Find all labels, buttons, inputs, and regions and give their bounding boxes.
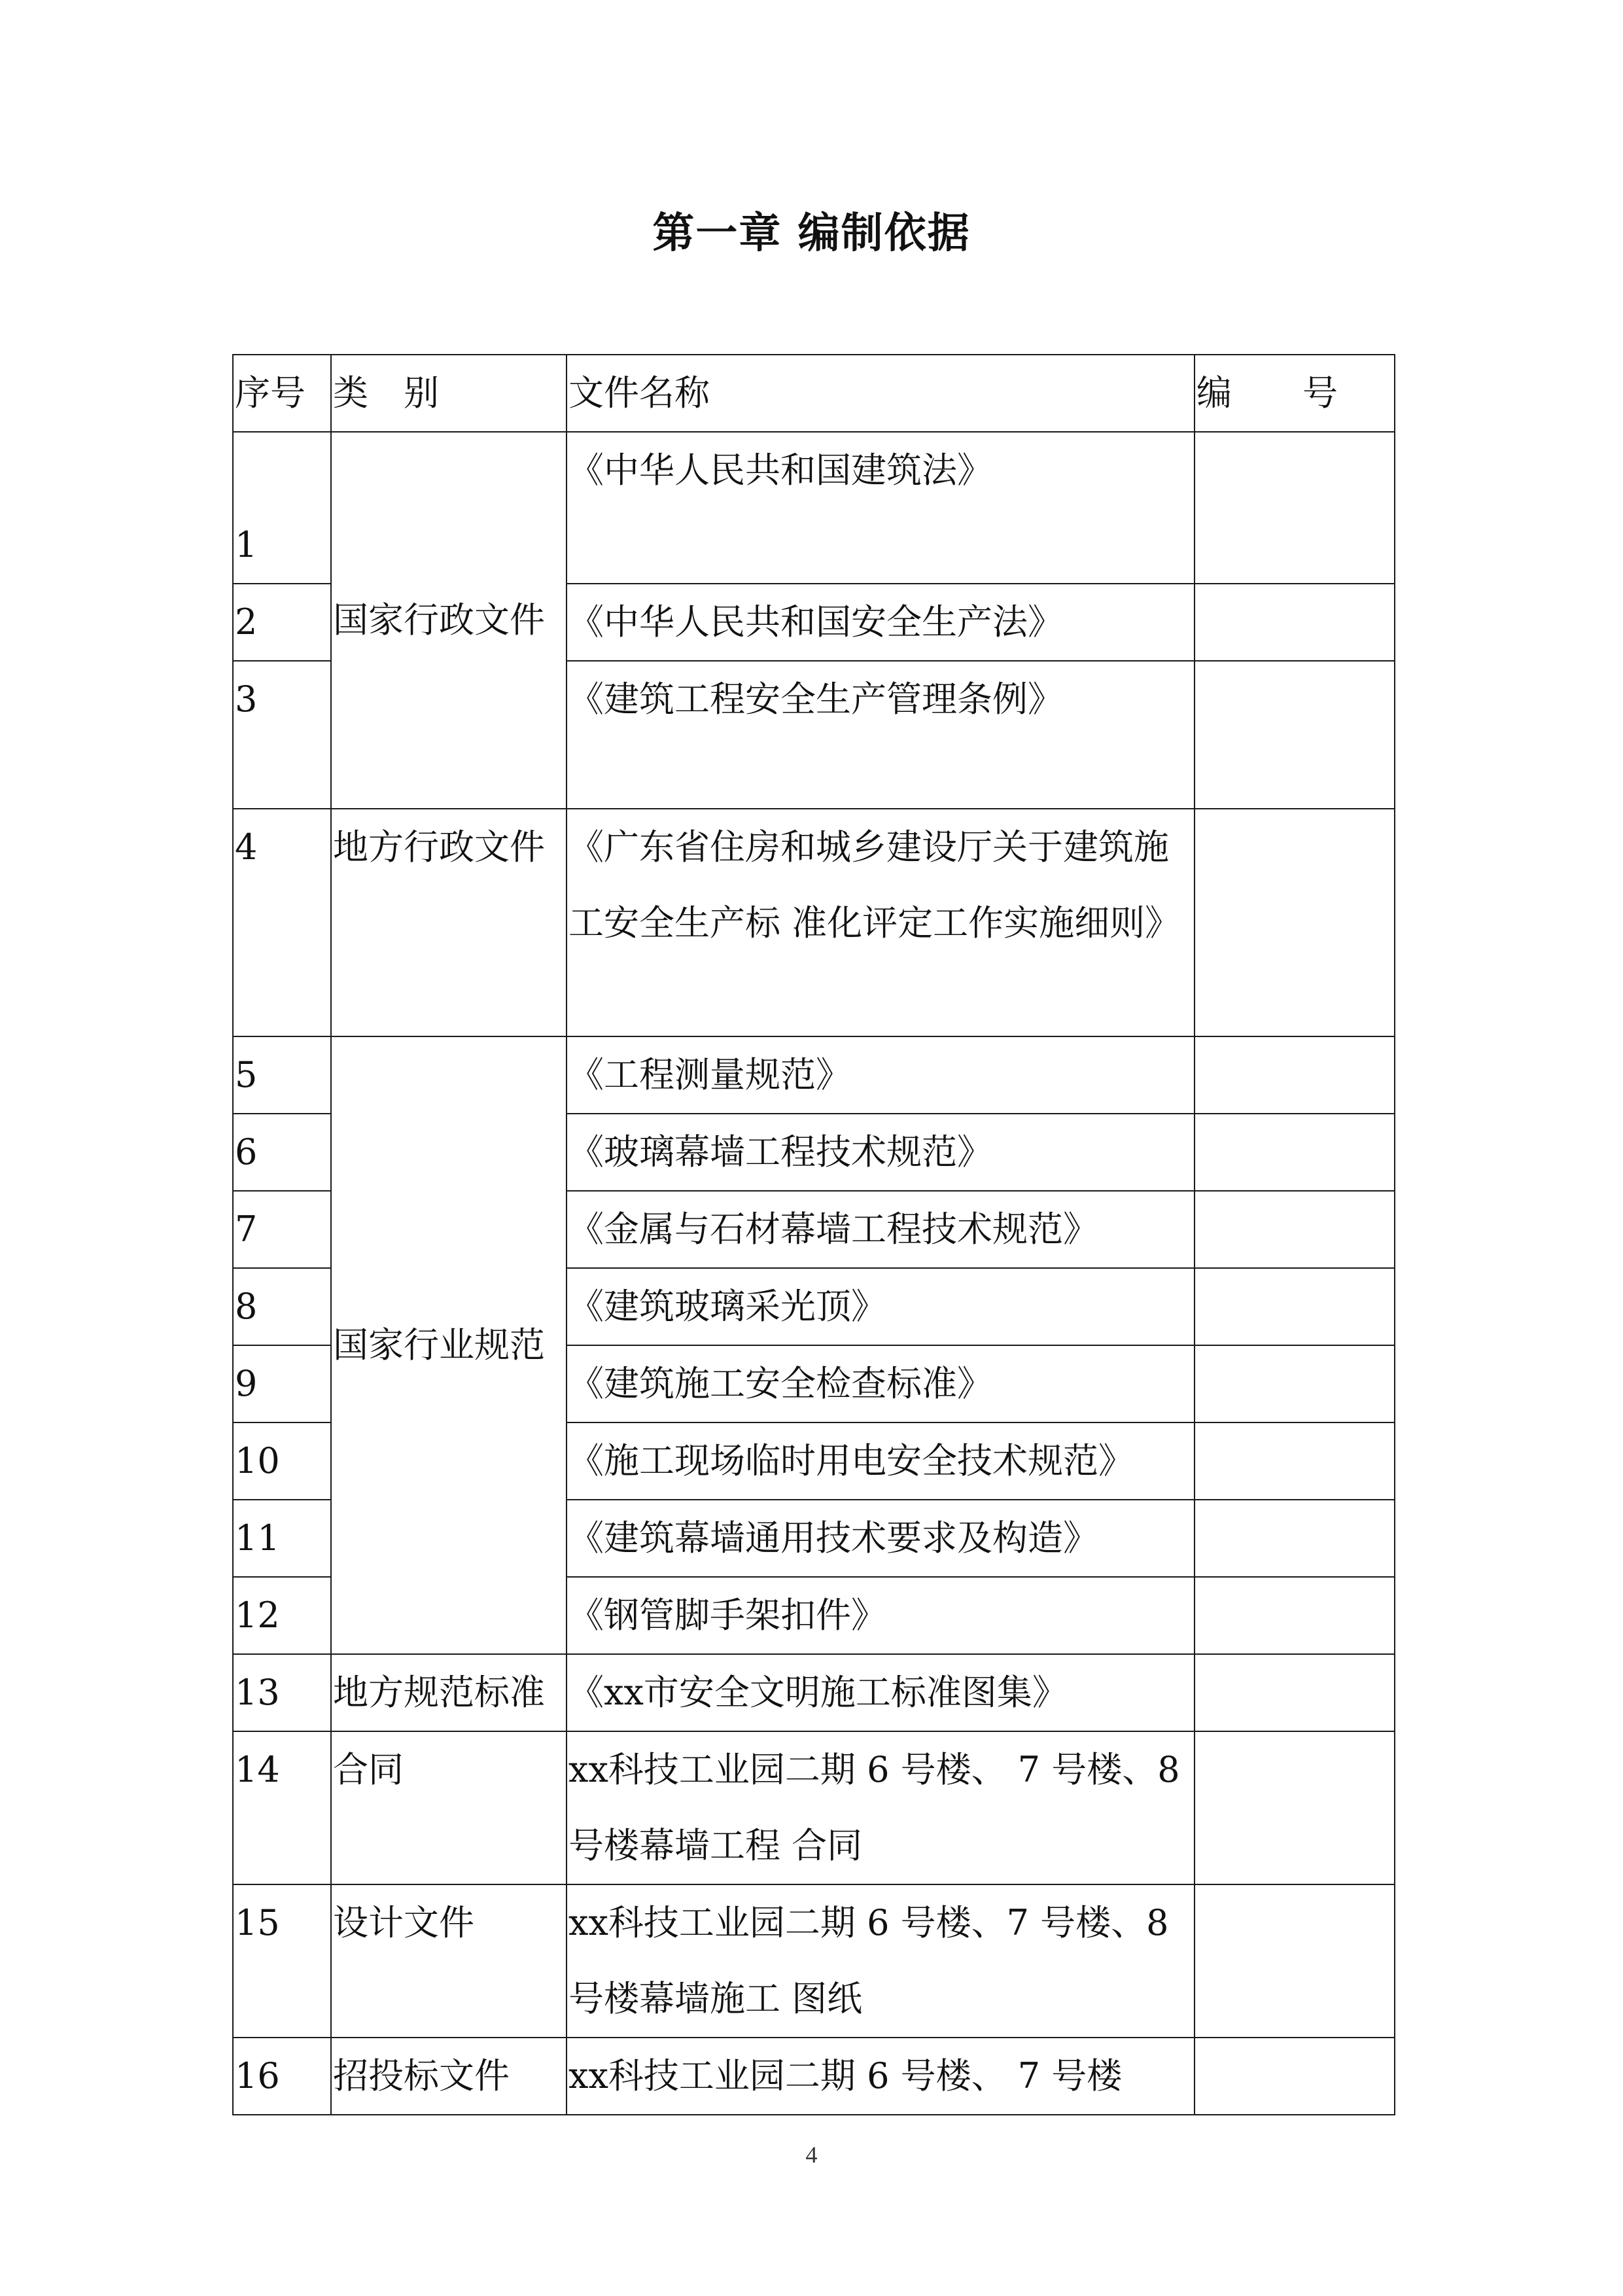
row-code — [1195, 1036, 1395, 1114]
table-row — [233, 1884, 1395, 2038]
header-name: 文件名称 — [567, 355, 1195, 432]
row-name: 《xx市安全文明施工标准图集》 — [567, 1654, 1195, 1731]
row-category: 地方规范标准 — [331, 1654, 567, 1731]
row-no: 10 — [233, 1422, 331, 1500]
row-no: 2 — [233, 584, 331, 661]
table-row — [233, 2038, 1395, 2115]
header-no: 序号 — [233, 355, 331, 432]
row-no: 3 — [233, 661, 331, 809]
row-code — [1195, 1577, 1395, 1654]
row-code — [1195, 1654, 1395, 1731]
row-code — [1195, 1422, 1395, 1500]
row-code — [1195, 1884, 1395, 2038]
row-code — [1195, 1268, 1395, 1345]
row-code — [1195, 2038, 1395, 2115]
row-no: 4 — [233, 809, 331, 1036]
row-category: 地方行政文件 — [331, 809, 567, 1036]
row-category: 合同 — [331, 1731, 567, 1884]
row-name: 《建筑玻璃采光顶》 — [567, 1268, 1195, 1345]
row-no: 5 — [233, 1036, 331, 1114]
row-no: 13 — [233, 1654, 331, 1731]
row-no: 6 — [233, 1114, 331, 1191]
row-code — [1195, 661, 1395, 809]
header-category: 类 别 — [331, 355, 567, 432]
table-header-row — [233, 355, 1395, 432]
row-name: xx科技工业园二期 6 号楼、 7 号楼 — [567, 2038, 1195, 2115]
row-name: 《钢管脚手架扣件》 — [567, 1577, 1195, 1654]
row-name: 《金属与石材幕墙工程技术规范》 — [567, 1191, 1195, 1268]
row-name: xx科技工业园二期 6 号楼、7 号楼、8 号楼幕墙施工 图纸 — [567, 1884, 1195, 2038]
row-code — [1195, 1345, 1395, 1422]
row-category: 招投标文件 — [331, 2038, 567, 2115]
row-code — [1195, 584, 1395, 661]
row-category: 设计文件 — [331, 1884, 567, 2038]
row-no: 11 — [233, 1500, 331, 1577]
row-name: 《施工现场临时用电安全技术规范》 — [567, 1422, 1195, 1500]
row-code — [1195, 1731, 1395, 1884]
table-row — [233, 1654, 1395, 1731]
row-no: 16 — [233, 2038, 331, 2115]
row-code — [1195, 1500, 1395, 1577]
row-code — [1195, 1114, 1395, 1191]
row-name: 《建筑幕墙通用技术要求及构造》 — [567, 1500, 1195, 1577]
row-no: 8 — [233, 1268, 331, 1345]
row-name: 《工程测量规范》 — [567, 1036, 1195, 1114]
row-name: 《建筑工程安全生产管理条例》 — [567, 661, 1195, 809]
row-name: 《玻璃幕墙工程技术规范》 — [567, 1114, 1195, 1191]
page-number: 4 — [805, 2142, 818, 2168]
row-name: 《中华人民共和国建筑法》 — [567, 432, 1195, 584]
row-code — [1195, 432, 1395, 584]
row-category: 国家行政文件 — [331, 432, 567, 809]
row-no: 12 — [233, 1577, 331, 1654]
row-no: 14 — [233, 1731, 331, 1884]
row-code — [1195, 1191, 1395, 1268]
row-name: xx科技工业园二期 6 号楼、 7 号楼、8 号楼幕墙工程 合同 — [567, 1731, 1195, 1884]
row-no: 9 — [233, 1345, 331, 1422]
row-name: 《建筑施工安全检查标准》 — [567, 1345, 1195, 1422]
row-no: 1 — [233, 432, 331, 584]
basis-table — [232, 354, 1395, 2115]
table-row — [233, 1731, 1395, 1884]
row-code — [1195, 809, 1395, 1036]
table-row — [233, 1036, 1395, 1114]
row-no: 7 — [233, 1191, 331, 1268]
header-code: 编 号 — [1195, 355, 1395, 432]
chapter-title: 第一章 编制依据 — [652, 209, 971, 258]
row-category: 国家行业规范 — [331, 1036, 567, 1654]
table-row — [233, 432, 1395, 584]
row-no: 15 — [233, 1884, 331, 2038]
table-row — [233, 809, 1395, 1036]
row-name: 《中华人民共和国安全生产法》 — [567, 584, 1195, 661]
row-name: 《广东省住房和城乡建设厅关于建筑施工安全生产标 准化评定工作实施细则》 — [567, 809, 1195, 1036]
